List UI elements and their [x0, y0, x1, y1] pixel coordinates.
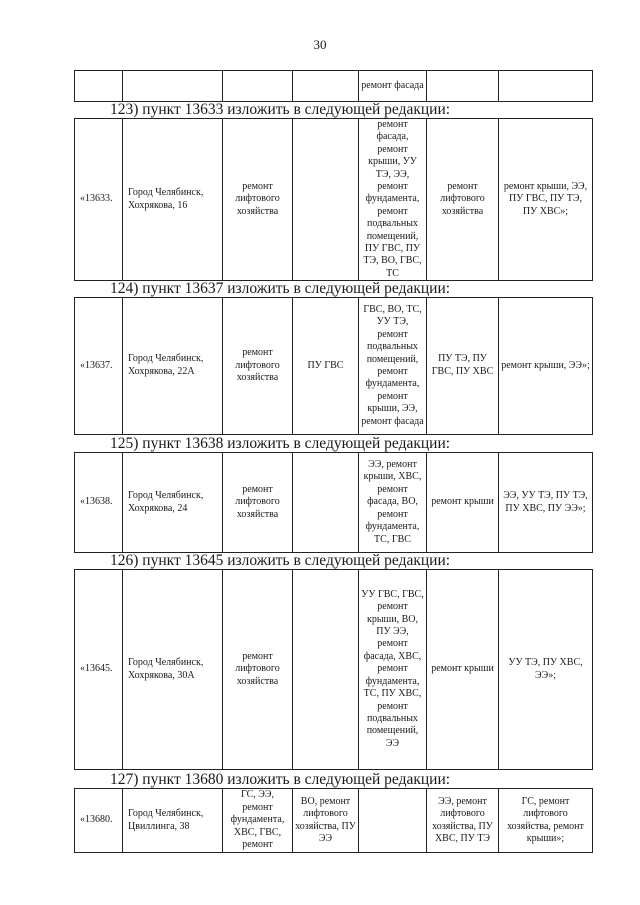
item-number: «13645. [75, 570, 123, 770]
amendment-table [74, 118, 592, 281]
address-cell: Город Челябинск, Цвиллинга, 38 [123, 789, 223, 853]
work-cell: ремонт лифтового хозяйства [223, 119, 293, 281]
work-list-cell: ГВС, ВО, ТС, УУ ТЭ, ремонт подвальных помещений, ремонт фундамента, ремонт крыши, ЭЭ, ремонт фасада [359, 298, 427, 435]
amendment-heading: 127) пункт 13680 изложить в следующей редакции: [110, 771, 451, 788]
work-cell [293, 453, 359, 553]
work-cell: ЭЭ, ремонт лифтового хозяйства, ПУ ХВС, ПУ ТЭ [427, 789, 499, 853]
work-cell: ремонт крыши [427, 570, 499, 770]
item-number: «13638. [75, 453, 123, 553]
table-row [75, 570, 593, 770]
amendment-table [74, 788, 592, 853]
address-cell: Город Челябинск, Хохрякова, 22А [123, 298, 223, 435]
work-cell [293, 119, 359, 281]
page-number: 30 [313, 37, 327, 52]
work-list-cell [359, 789, 427, 853]
amendment-heading: 123) пункт 13633 изложить в следующей редакции: [110, 101, 451, 118]
work-list-cell: УУ ГВС, ГВС, ремонт крыши, ВО, ПУ ЭЭ, ремонт фасада, ХВС, ремонт фундамента, ТС, ПУ ХВС, ремонт подвальных помещений, ЭЭ [359, 570, 427, 770]
amendment-table [74, 569, 592, 770]
amendment-table [74, 452, 592, 553]
item-number: «13680. [75, 789, 123, 853]
work-list-cell: ЭЭ, ремонт крыши, ХВС, ремонт фасада, ВО, ремонт фундамента, ТС, ГВС [359, 453, 427, 553]
item-number: «13637. [75, 298, 123, 435]
work-cell: ремонт крыши [427, 453, 499, 553]
work-cell: ремонт лифтового хозяйства [223, 570, 293, 770]
table-row [75, 119, 593, 281]
work-list-cell: ремонт фасада [359, 71, 427, 102]
work-cell: ремонт крыши, ЭЭ»; [499, 298, 593, 435]
work-cell: ремонт лифтового хозяйства [427, 119, 499, 281]
address-cell: Город Челябинск, Хохрякова, 30А [123, 570, 223, 770]
work-cell: ремонт лифтового хозяйства [223, 453, 293, 553]
amendment-heading: 124) пункт 13637 изложить в следующей редакции: [110, 280, 451, 297]
work-cell: ВО, ремонт лифтового хозяйства, ПУ ЭЭ [293, 789, 359, 853]
table-row [75, 71, 593, 102]
work-cell: УУ ТЭ, ПУ ХВС, ЭЭ»; [499, 570, 593, 770]
address-cell: Город Челябинск, Хохрякова, 24 [123, 453, 223, 553]
work-cell: ремонт крыши, ЭЭ, ПУ ГВС, ПУ ТЭ, ПУ ХВС»; [499, 119, 593, 281]
work-cell: ГС, ЭЭ, ремонт фундамента, ХВС, ГВС, ремонт [223, 789, 293, 853]
continuation-table [74, 70, 592, 102]
address-cell: Город Челябинск, Хохрякова, 16 [123, 119, 223, 281]
table-row [75, 298, 593, 435]
work-cell: ремонт лифтового хозяйства [223, 298, 293, 435]
amendment-heading: 126) пункт 13645 изложить в следующей редакции: [110, 552, 451, 569]
amendment-table [74, 297, 592, 435]
work-cell: ЭЭ, УУ ТЭ, ПУ ТЭ, ПУ ХВС, ПУ ЭЭ»; [499, 453, 593, 553]
table-row [75, 453, 593, 553]
item-number: «13633. [75, 119, 123, 281]
work-list-cell: ремонт фасада, ремонт крыши, УУ ТЭ, ЭЭ, ремонт фундамента, ремонт подвальных помещений, ПУ ГВС, ПУ ТЭ, ВО, ГВС, ТС [359, 119, 427, 281]
work-cell: ГС, ремонт лифтового хозяйства, ремонт крыши»; [499, 789, 593, 853]
table-row [75, 789, 593, 853]
work-cell: ПУ ТЭ, ПУ ГВС, ПУ ХВС [427, 298, 499, 435]
work-cell: ПУ ГВС [293, 298, 359, 435]
work-cell [293, 570, 359, 770]
amendment-heading: 125) пункт 13638 изложить в следующей редакции: [110, 435, 451, 452]
